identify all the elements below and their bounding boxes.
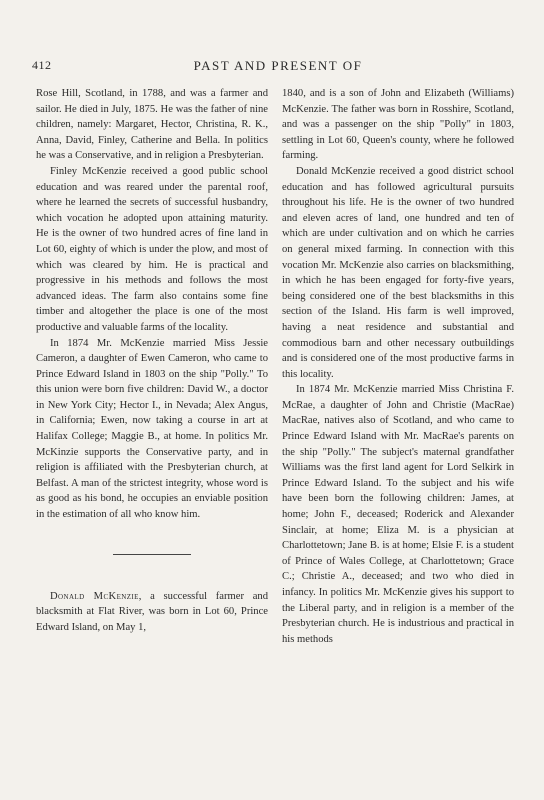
entry-name: Donald McKenzie [50, 590, 139, 602]
entry-text: , a successful farmer and blacksmith at Flat River, was born in Lot 60, Prince Edward Island, on May 1, [36, 590, 268, 633]
paragraph [36, 589, 268, 636]
paragraph: Donald McKenzie received a good district school education and has followed agricultural pursuits throughout his life. He is the owner of two hundred and eleven acres of land, one hundred and ten of which are under cultivation and on which he carries on general mixed farming. In connection with this vocation Mr. McKenzie also carries on blacksmithing, in which he has been engaged for forty-five years, being considered one of the best blacksmiths in this section of the Island. His farm is well improved, having a neat residence and substantial and commodious barn and other necessary outbuildings and is considered one of the most productive farms in this locality. [282, 165, 514, 380]
paragraph: Rose Hill, Scotland, in 1788, and was a farmer and sailor. He died in July, 1875. He was the father of nine children, namely: Margaret, Hector, Christina, R. K., Anna, David, Finley, Catherine and Bella. In politics he was a Conservative, and in religion a Presbyterian. [36, 88, 268, 162]
paragraph: 1840, and is a son of John and Elizabeth (Williams) McKenzie. The father was born in Rosshire, Scotland, and was a passenger on the ship "Polly" in 1803, settling in Lot 60, Queen's county, where he followed farming. [282, 88, 514, 162]
paragraph: Finley McKenzie received a good public school education and was reared under the parental roof, where he learned the secrets of successful husbandry, which vocation he adopted upon attaining maturity. He is the owner of two hundred acres of fine land in Lot 60, eighty of which is under the plow, and most of which was cleared by him. He is practical and progressive in his methods and follows the most advanced ideas. The farm also contains some fine timber and altogether the place is one of the most productive and valuable farms of the locality. [36, 165, 268, 333]
left-column [36, 86, 268, 635]
section-divider [113, 554, 191, 555]
page-number: 412 [32, 58, 52, 72]
paragraph: In 1874 Mr. McKenzie married Miss Jessie Cameron, a daughter of Ewen Cameron, who came to Prince Edward Island in 1803 on the ship "Polly." To this union were born five children: David W., a doctor in New York City; Hector I., in Nevada; Alex Angus, in California; Ewen, now taking a course in art at Halifax College; Maggie B., at home. In politics Mr. McKinzie supports the Conservative party, and in religion is affiliated with the Presbyterian church, at Belfast. A man of the strictest integrity, whose word is as good as his bond, he occupies an enviable position in the estimation of all who know him. [36, 337, 268, 521]
right-column [282, 86, 514, 647]
running-title: PAST AND PRESENT OF [193, 58, 363, 73]
page-header [32, 58, 514, 76]
paragraph: In 1874 Mr. McKenzie married Miss Christina F. McRae, a daughter of John and Christie (MacRae) MacRae, natives also of Scotland, and who came to Prince Edward Island with Mr. MacRae's parents on the ship "Polly." The subject's maternal grandfather Williams was the first land agent for Lord Selkirk in Prince Edward Island. To the subject and his wife have been born the following children: James, at home; John F., deceased; Roderick and Alexander Sinclair, at home; Eliza M. is a physician at Charlottetown; Jane B. is at home; Elsie F. is a student of Prince of Wales College, at Charlottetown; Grace C.; Christie A., deceased; and two who died in infancy. In politics Mr. McKenzie gives his support to the Liberal party, and in religion is a member of the Presbyterian church. He is industrious and practical in his methods [282, 384, 514, 645]
